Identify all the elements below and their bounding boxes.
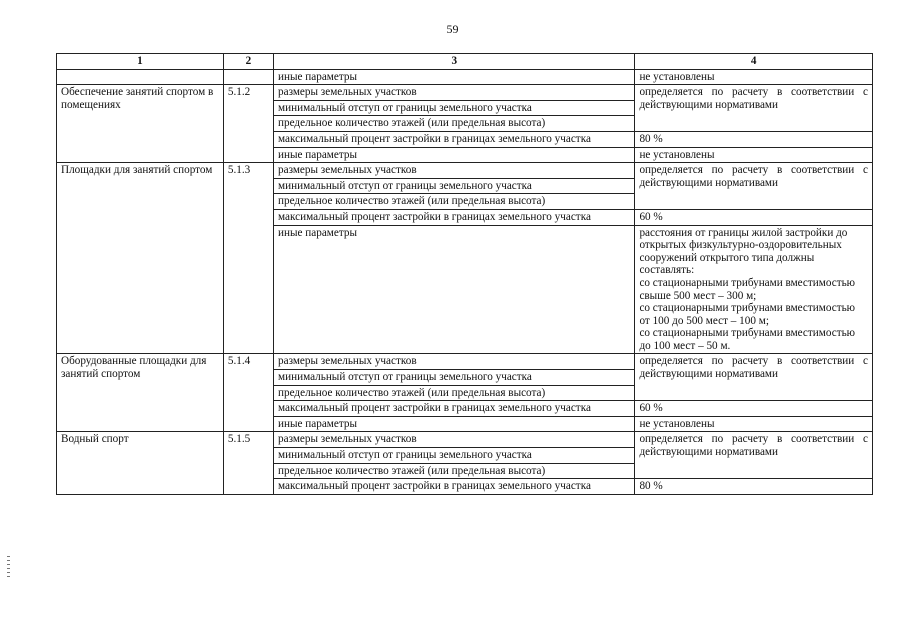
table-row <box>57 432 873 448</box>
group-name-cell <box>57 69 224 85</box>
header-col-3: 3 <box>274 54 635 70</box>
param-name: максимальный процент застройки в границах земельного участка <box>274 131 635 147</box>
group-code: 5.1.4 <box>223 354 273 432</box>
param-name: максимальный процент застройки в границах земельного участка <box>274 479 635 495</box>
group-code: 5.1.2 <box>223 85 273 163</box>
param-value: определяется по расчету в соответствии с действующими нормативами <box>635 85 873 132</box>
param-value: определяется по расчету в соответствии с действующими нормативами <box>635 432 873 479</box>
group-name: Площадки для занятий спортом <box>57 163 224 354</box>
param-name: минимальный отступ от границы земельного участка <box>274 100 635 116</box>
param-name: размеры земельных участков <box>274 432 635 448</box>
header-col-2: 2 <box>223 54 273 70</box>
margin-tick-marks <box>6 556 12 586</box>
table-row <box>57 354 873 370</box>
param-name: иные параметры <box>274 69 635 85</box>
param-value: 80 % <box>635 479 873 495</box>
page-number: 59 <box>446 22 459 36</box>
param-name: максимальный процент застройки в границах земельного участка <box>274 401 635 417</box>
param-value: расстояния от границы жилой застройки до открытых физкультурно-оздоровительных сооружений открытого типа должны составлять: со стационарными трибунами вместимостью свыше 500 мест – 300 м; со стационарными трибунами вместимостью от 100 до 500 мест – 100 м; со стационарными трибунами вместимостью до 100 мест – 50 м. <box>635 225 873 354</box>
group-name: Оборудованные площадки для занятий спортом <box>57 354 224 432</box>
param-name: иные параметры <box>274 147 635 163</box>
param-name: минимальный отступ от границы земельного участка <box>274 370 635 386</box>
group-code-cell <box>223 69 273 85</box>
param-name: размеры земельных участков <box>274 85 635 101</box>
param-value: 60 % <box>635 209 873 225</box>
group-code: 5.1.3 <box>223 163 273 354</box>
group-name: Обеспечение занятий спортом в помещениях <box>57 85 224 163</box>
group-code: 5.1.5 <box>223 432 273 494</box>
param-name: иные параметры <box>274 225 635 354</box>
table-row <box>57 163 873 179</box>
param-name: размеры земельных участков <box>274 163 635 179</box>
regulations-table <box>56 53 873 495</box>
param-name: иные параметры <box>274 416 635 432</box>
param-value: не установлены <box>635 416 873 432</box>
param-value: не установлены <box>635 69 873 85</box>
table-row <box>57 69 873 85</box>
param-value: 60 % <box>635 401 873 417</box>
param-value: 80 % <box>635 131 873 147</box>
param-name: предельное количество этажей (или предельная высота) <box>274 463 635 479</box>
table-row <box>57 85 873 101</box>
param-name: размеры земельных участков <box>274 354 635 370</box>
param-name: предельное количество этажей (или предельная высота) <box>274 194 635 210</box>
group-name: Водный спорт <box>57 432 224 494</box>
header-col-1: 1 <box>57 54 224 70</box>
table-header-row <box>57 54 873 70</box>
param-name: минимальный отступ от границы земельного участка <box>274 178 635 194</box>
param-value: определяется по расчету в соответствии с действующими нормативами <box>635 354 873 401</box>
param-name: минимальный отступ от границы земельного участка <box>274 448 635 464</box>
param-name: предельное количество этажей (или предельная высота) <box>274 116 635 132</box>
param-name: максимальный процент застройки в границах земельного участка <box>274 209 635 225</box>
param-value: определяется по расчету в соответствии с действующими нормативами <box>635 163 873 210</box>
header-col-4: 4 <box>635 54 873 70</box>
param-value: не установлены <box>635 147 873 163</box>
param-name: предельное количество этажей (или предельная высота) <box>274 385 635 401</box>
